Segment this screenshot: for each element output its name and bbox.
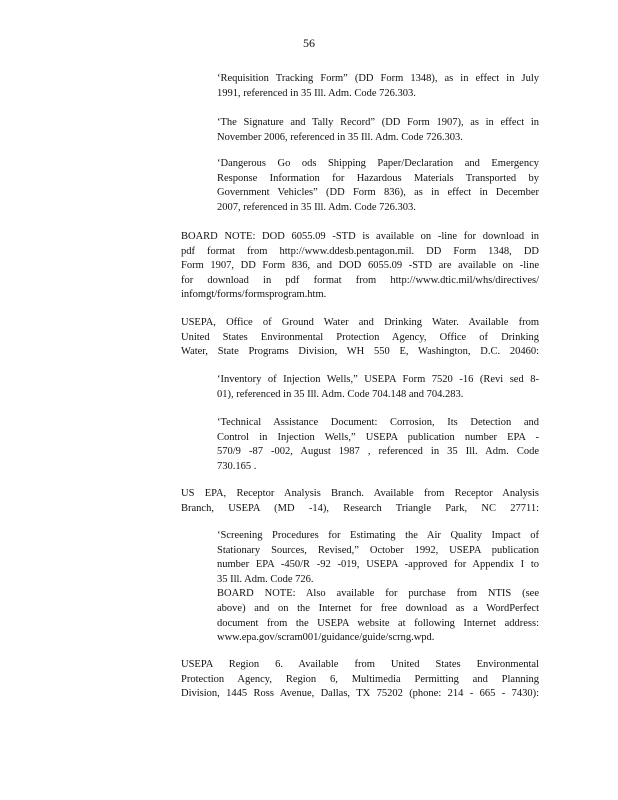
source-usepa-ground-water — [181, 316, 539, 360]
text-line: BOARD NOTE: DOD 6055.09 -STD is available on -line for download in — [181, 231, 539, 242]
text-line: infomgt/forms/formsprogram.htm. — [181, 289, 327, 301]
citation-dangerous-goods-shipping-paper — [217, 157, 539, 215]
text-line: Stationary Sources, Revised,” October 1992, USEPA publication — [217, 544, 539, 556]
text-line: Division, 1445 Ross Avenue, Dallas, TX 75202 (phone: 214 - 665 - 7430): — [181, 688, 539, 700]
text-line: Branch, USEPA (MD -14), Research Triangle Park, NC 27711: — [181, 502, 539, 514]
text-line: Response Information for Hazardous Materials Transported by — [217, 172, 539, 184]
text-line: 01), referenced in 35 Ill. Adm. Code 704.148 and 704.283. — [217, 388, 464, 400]
citation-inventory-injection-wells — [217, 373, 539, 402]
text-line: for download in pdf format from http://www.dtic.mil/whs/directives/ — [181, 274, 539, 286]
text-line: ‘Inventory of Injection Wells,” USEPA Form 7520 -16 (Revi sed 8- — [217, 374, 539, 385]
text-line: www.epa.gov/scram001/guidance/guide/scrng.wpd. — [217, 632, 435, 644]
text-line: United States Environmental Protection Agency, Office of Drinking — [181, 331, 539, 343]
text-line: BOARD NOTE: Also available for purchase from NTIS (see — [217, 588, 539, 600]
text-line: USEPA, Office of Ground Water and Drinking Water. Available from — [181, 317, 539, 328]
citation-technical-assistance-document — [217, 416, 539, 474]
text-line: 1991, referenced in 35 Ill. Adm. Code 726.303. — [217, 87, 416, 99]
citation-requisition-tracking-form — [217, 72, 539, 101]
text-line: 35 Ill. Adm. Code 726. — [217, 573, 314, 585]
text-line: USEPA Region 6. Available from United States Environmental — [181, 659, 539, 670]
text-line: Form 1907, DD Form 836, and DOD 6055.09 -STD are available on -line — [181, 260, 539, 272]
board-note-dod-6055 — [181, 230, 539, 303]
text-line: document from the USEPA website at following Internet address: — [217, 617, 539, 629]
text-line: 730.165 . — [217, 460, 257, 472]
citation-signature-tally-record — [217, 116, 539, 145]
text-line: ‘Requisition Tracking Form” (DD Form 1348), as in effect in July — [217, 73, 539, 84]
text-line: ‘Technical Assistance Document: Corrosion, Its Detection and — [217, 417, 539, 428]
text-line: ‘Dangerous Go ods Shipping Paper/Declaration and Emergency — [217, 158, 539, 169]
text-line: Control in Injection Wells,” USEPA publication number EPA - — [217, 431, 539, 443]
source-usepa-receptor-analysis — [181, 487, 539, 516]
page-number: 56 — [303, 36, 315, 50]
text-line: 570/9 -87 -002, August 1987 , referenced in 35 Ill. Adm. Code — [217, 446, 539, 458]
text-line: November 2006, referenced in 35 Ill. Adm. Code 726.303. — [217, 131, 463, 143]
citation-screening-procedures — [217, 529, 539, 646]
text-line: above) and on the Internet for free download as a WordPerfect — [217, 602, 539, 614]
text-line: number EPA -450/R -92 -019, USEPA -approved for Appendix I to — [217, 559, 539, 571]
text-line: ‘The Signature and Tally Record” (DD Form 1907), as in effect in — [217, 117, 539, 128]
source-usepa-region-6 — [181, 658, 539, 702]
text-line: ‘Screening Procedures for Estimating the Air Quality Impact of — [217, 530, 539, 541]
text-line: 2007, referenced in 35 Ill. Adm. Code 726.303. — [217, 201, 416, 213]
text-line: US EPA, Receptor Analysis Branch. Available from Receptor Analysis — [181, 488, 539, 499]
text-line: Protection Agency, Region 6, Multimedia Permitting and Planning — [181, 673, 539, 685]
text-line: pdf format from http://www.ddesb.pentagon.mil. DD Form 1348, DD — [181, 245, 539, 257]
text-line: Government Vehicles” (DD Form 836), as in effect in December — [217, 187, 539, 199]
text-line: Water, State Programs Division, WH 550 E, Washington, D.C. 20460: — [181, 346, 539, 358]
